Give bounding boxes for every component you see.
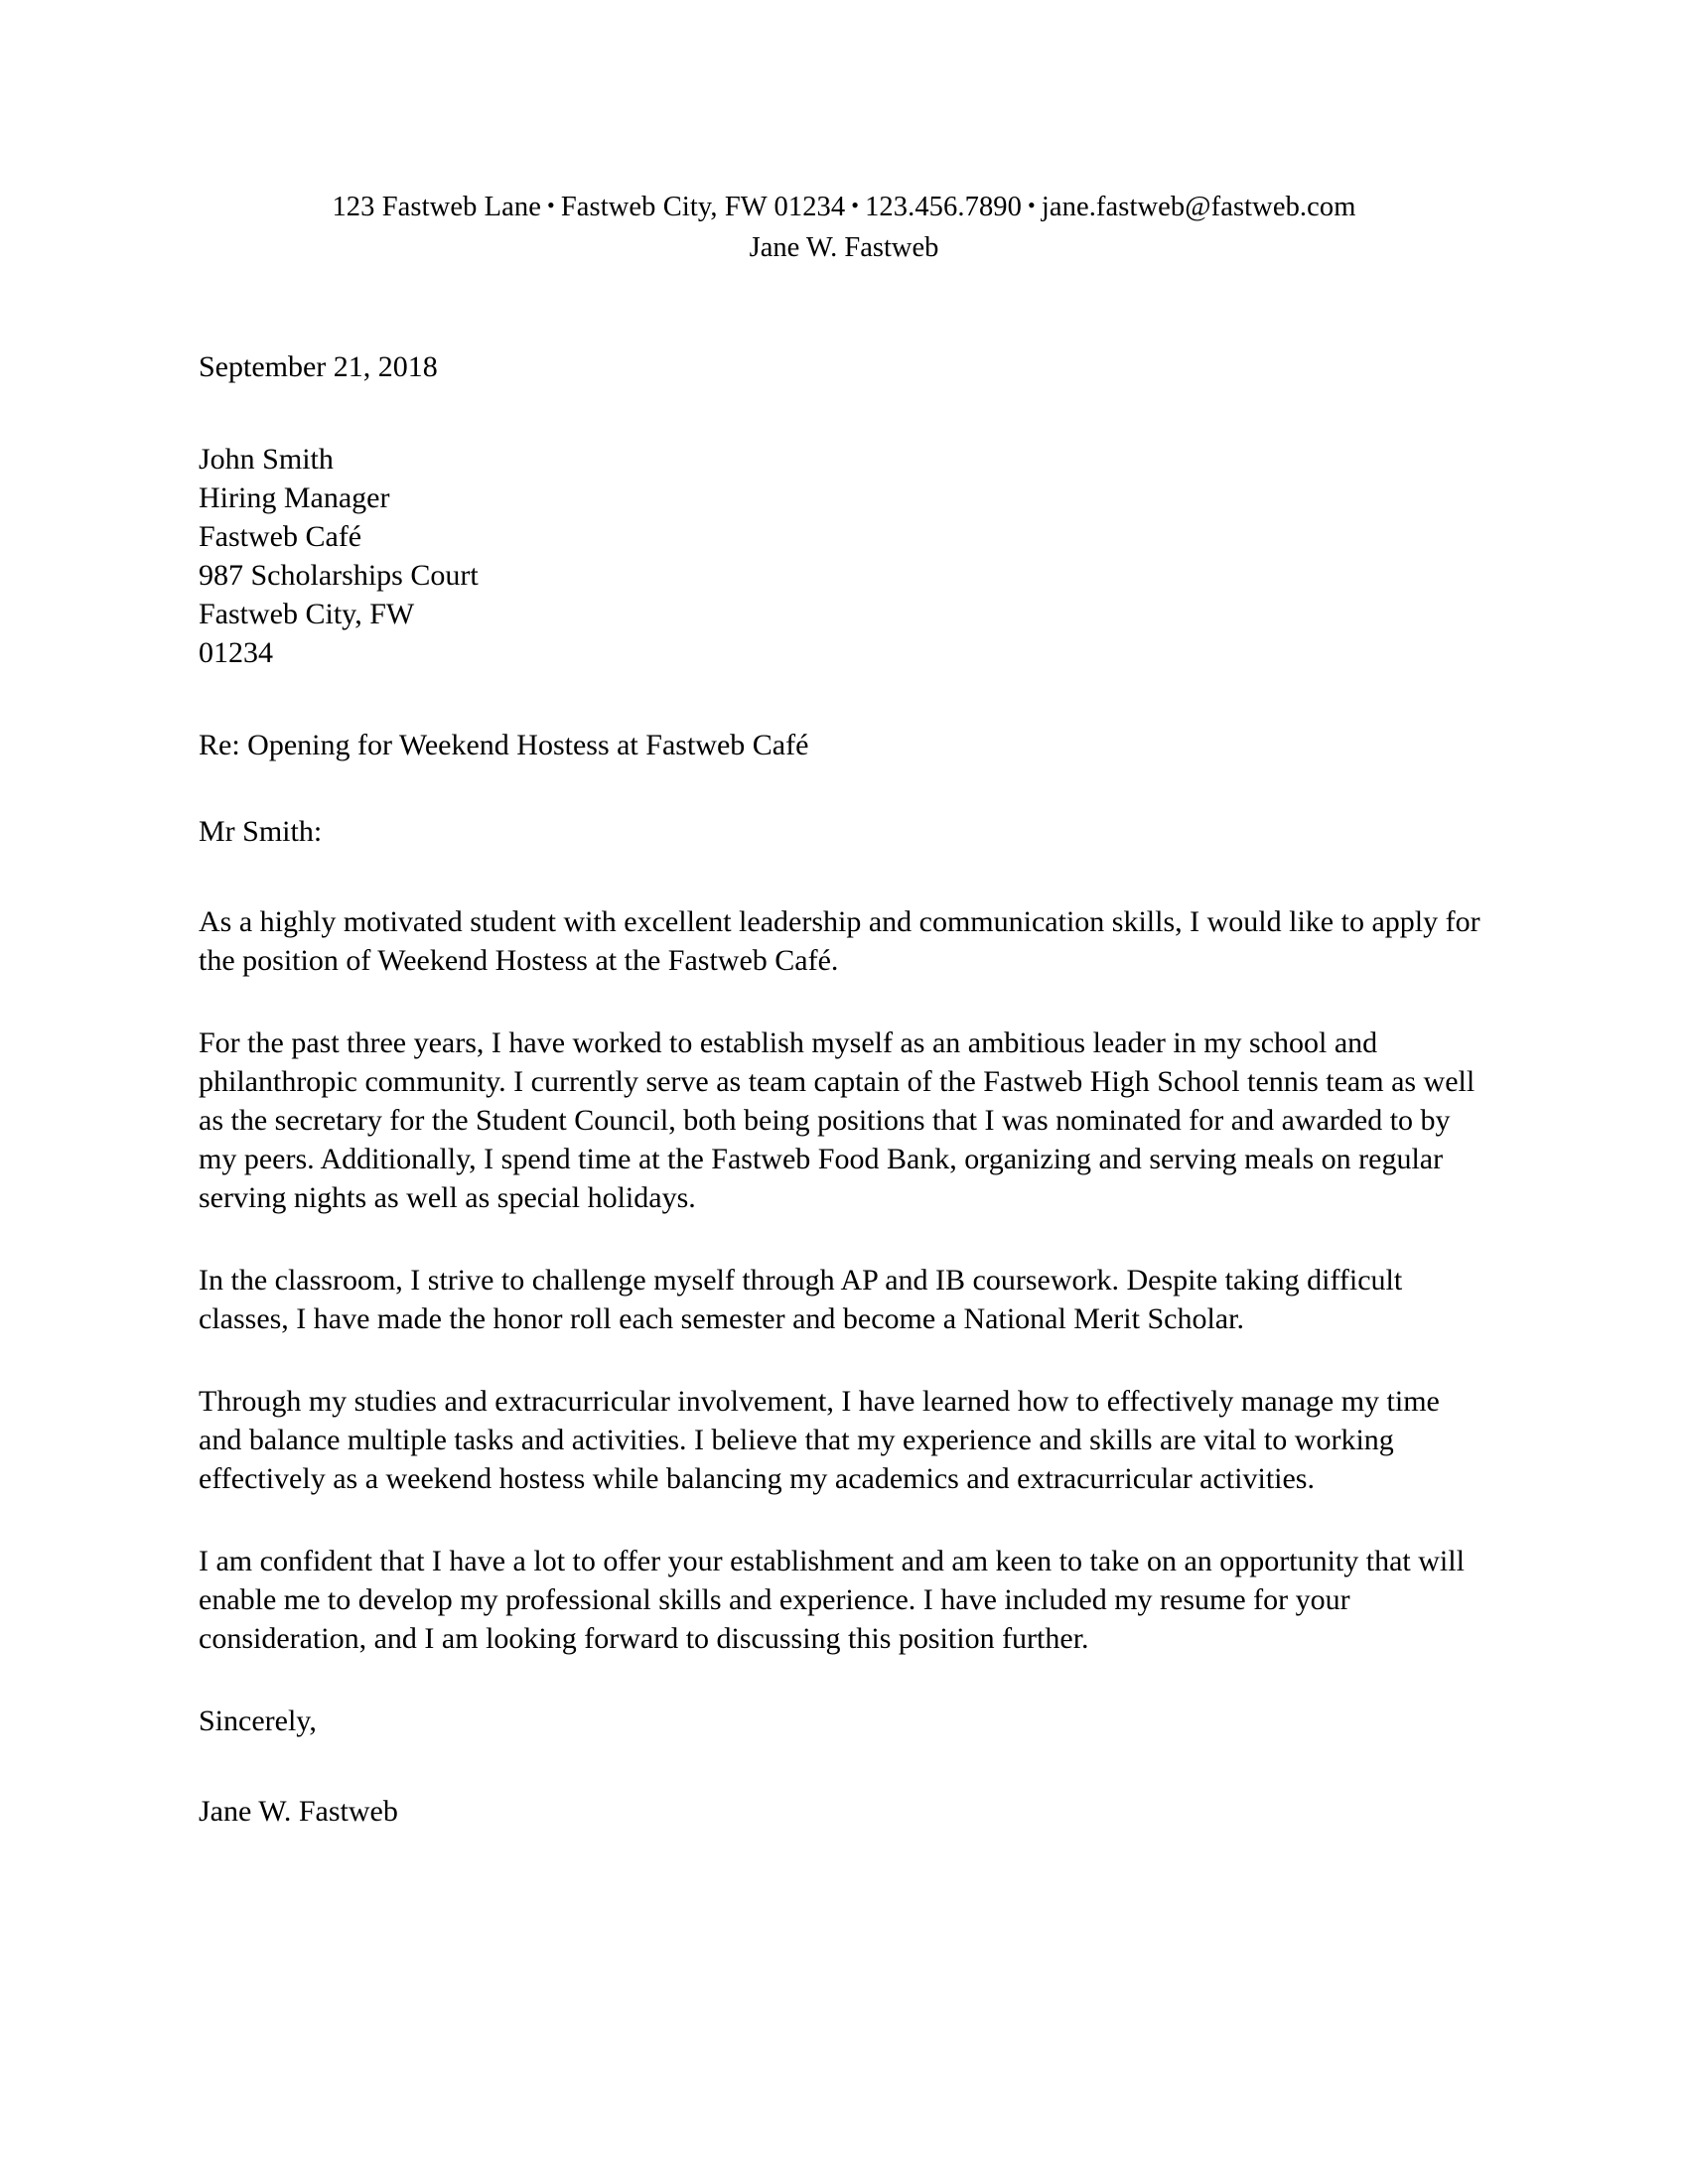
letterhead-email: jane.fastweb@fastweb.com — [1041, 192, 1356, 222]
recipient-address-block — [199, 440, 1485, 672]
recipient-city-state: Fastweb City, FW — [199, 598, 415, 630]
recipient-street: 987 Scholarships Court — [199, 559, 479, 592]
body-paragraph: As a highly motivated student with excellent leadership and communication skills, I would like to apply for the position of Weekend Hostess at the Fastweb Café. — [199, 905, 1480, 977]
bullet-separator-icon: • — [1028, 193, 1036, 217]
recipient-name: John Smith — [199, 443, 334, 476]
recipient-company: Fastweb Café — [199, 520, 362, 553]
salutation: Mr Smith: — [199, 815, 323, 848]
signature-name: Jane W. Fastweb — [199, 1795, 398, 1828]
subject-line: Re: Opening for Weekend Hostess at Fastweb Café — [199, 729, 809, 761]
letterhead-phone: 123.456.7890 — [865, 192, 1023, 222]
letterhead-contact-line — [0, 189, 1688, 225]
body-paragraph: For the past three years, I have worked to establish myself as an ambitious leader in my school and philanthropic community. I currently serve as team captain of the Fastweb High School tennis team as well as the secretary for the Student Council, both being positions that I was nominated for and awarded to by my peers. Additionally, I spend time at the Fastweb Food Bank, organizing and serving meals on regular serving nights as well as special holidays. — [199, 1026, 1476, 1214]
body-paragraph: I am confident that I have a lot to offer your establishment and am keen to take on an opportunity that will enable me to develop my professional skills and experience. I have included my resume for your consideration, and I am looking forward to discussing this position further. — [199, 1545, 1465, 1655]
letterhead-address: 123 Fastweb Lane — [332, 192, 542, 222]
letter-date: September 21, 2018 — [199, 350, 438, 383]
bullet-separator-icon: • — [851, 193, 860, 217]
recipient-title: Hiring Manager — [199, 481, 390, 514]
body-paragraph: Through my studies and extracurricular involvement, I have learned how to effectively manage my time and balance multiple tasks and activities. I believe that my experience and skills are vital to working effectively as a weekend hostess while balancing my academics and extracurricular activities. — [199, 1385, 1440, 1495]
letterhead-city-state-zip: Fastweb City, FW 01234 — [560, 192, 846, 222]
bullet-separator-icon: • — [547, 193, 555, 217]
letter-body — [199, 347, 1485, 1831]
letterhead — [0, 189, 1688, 266]
recipient-zip: 01234 — [199, 636, 273, 669]
letterhead-sender-name: Jane W. Fastweb — [749, 232, 939, 264]
body-paragraph: In the classroom, I strive to challenge myself through AP and IB coursework. Despite taking difficult classes, I have made the honor roll each semester and become a National Merit Scholar. — [199, 1264, 1403, 1335]
closing-salutation: Sincerely, — [199, 1705, 317, 1737]
